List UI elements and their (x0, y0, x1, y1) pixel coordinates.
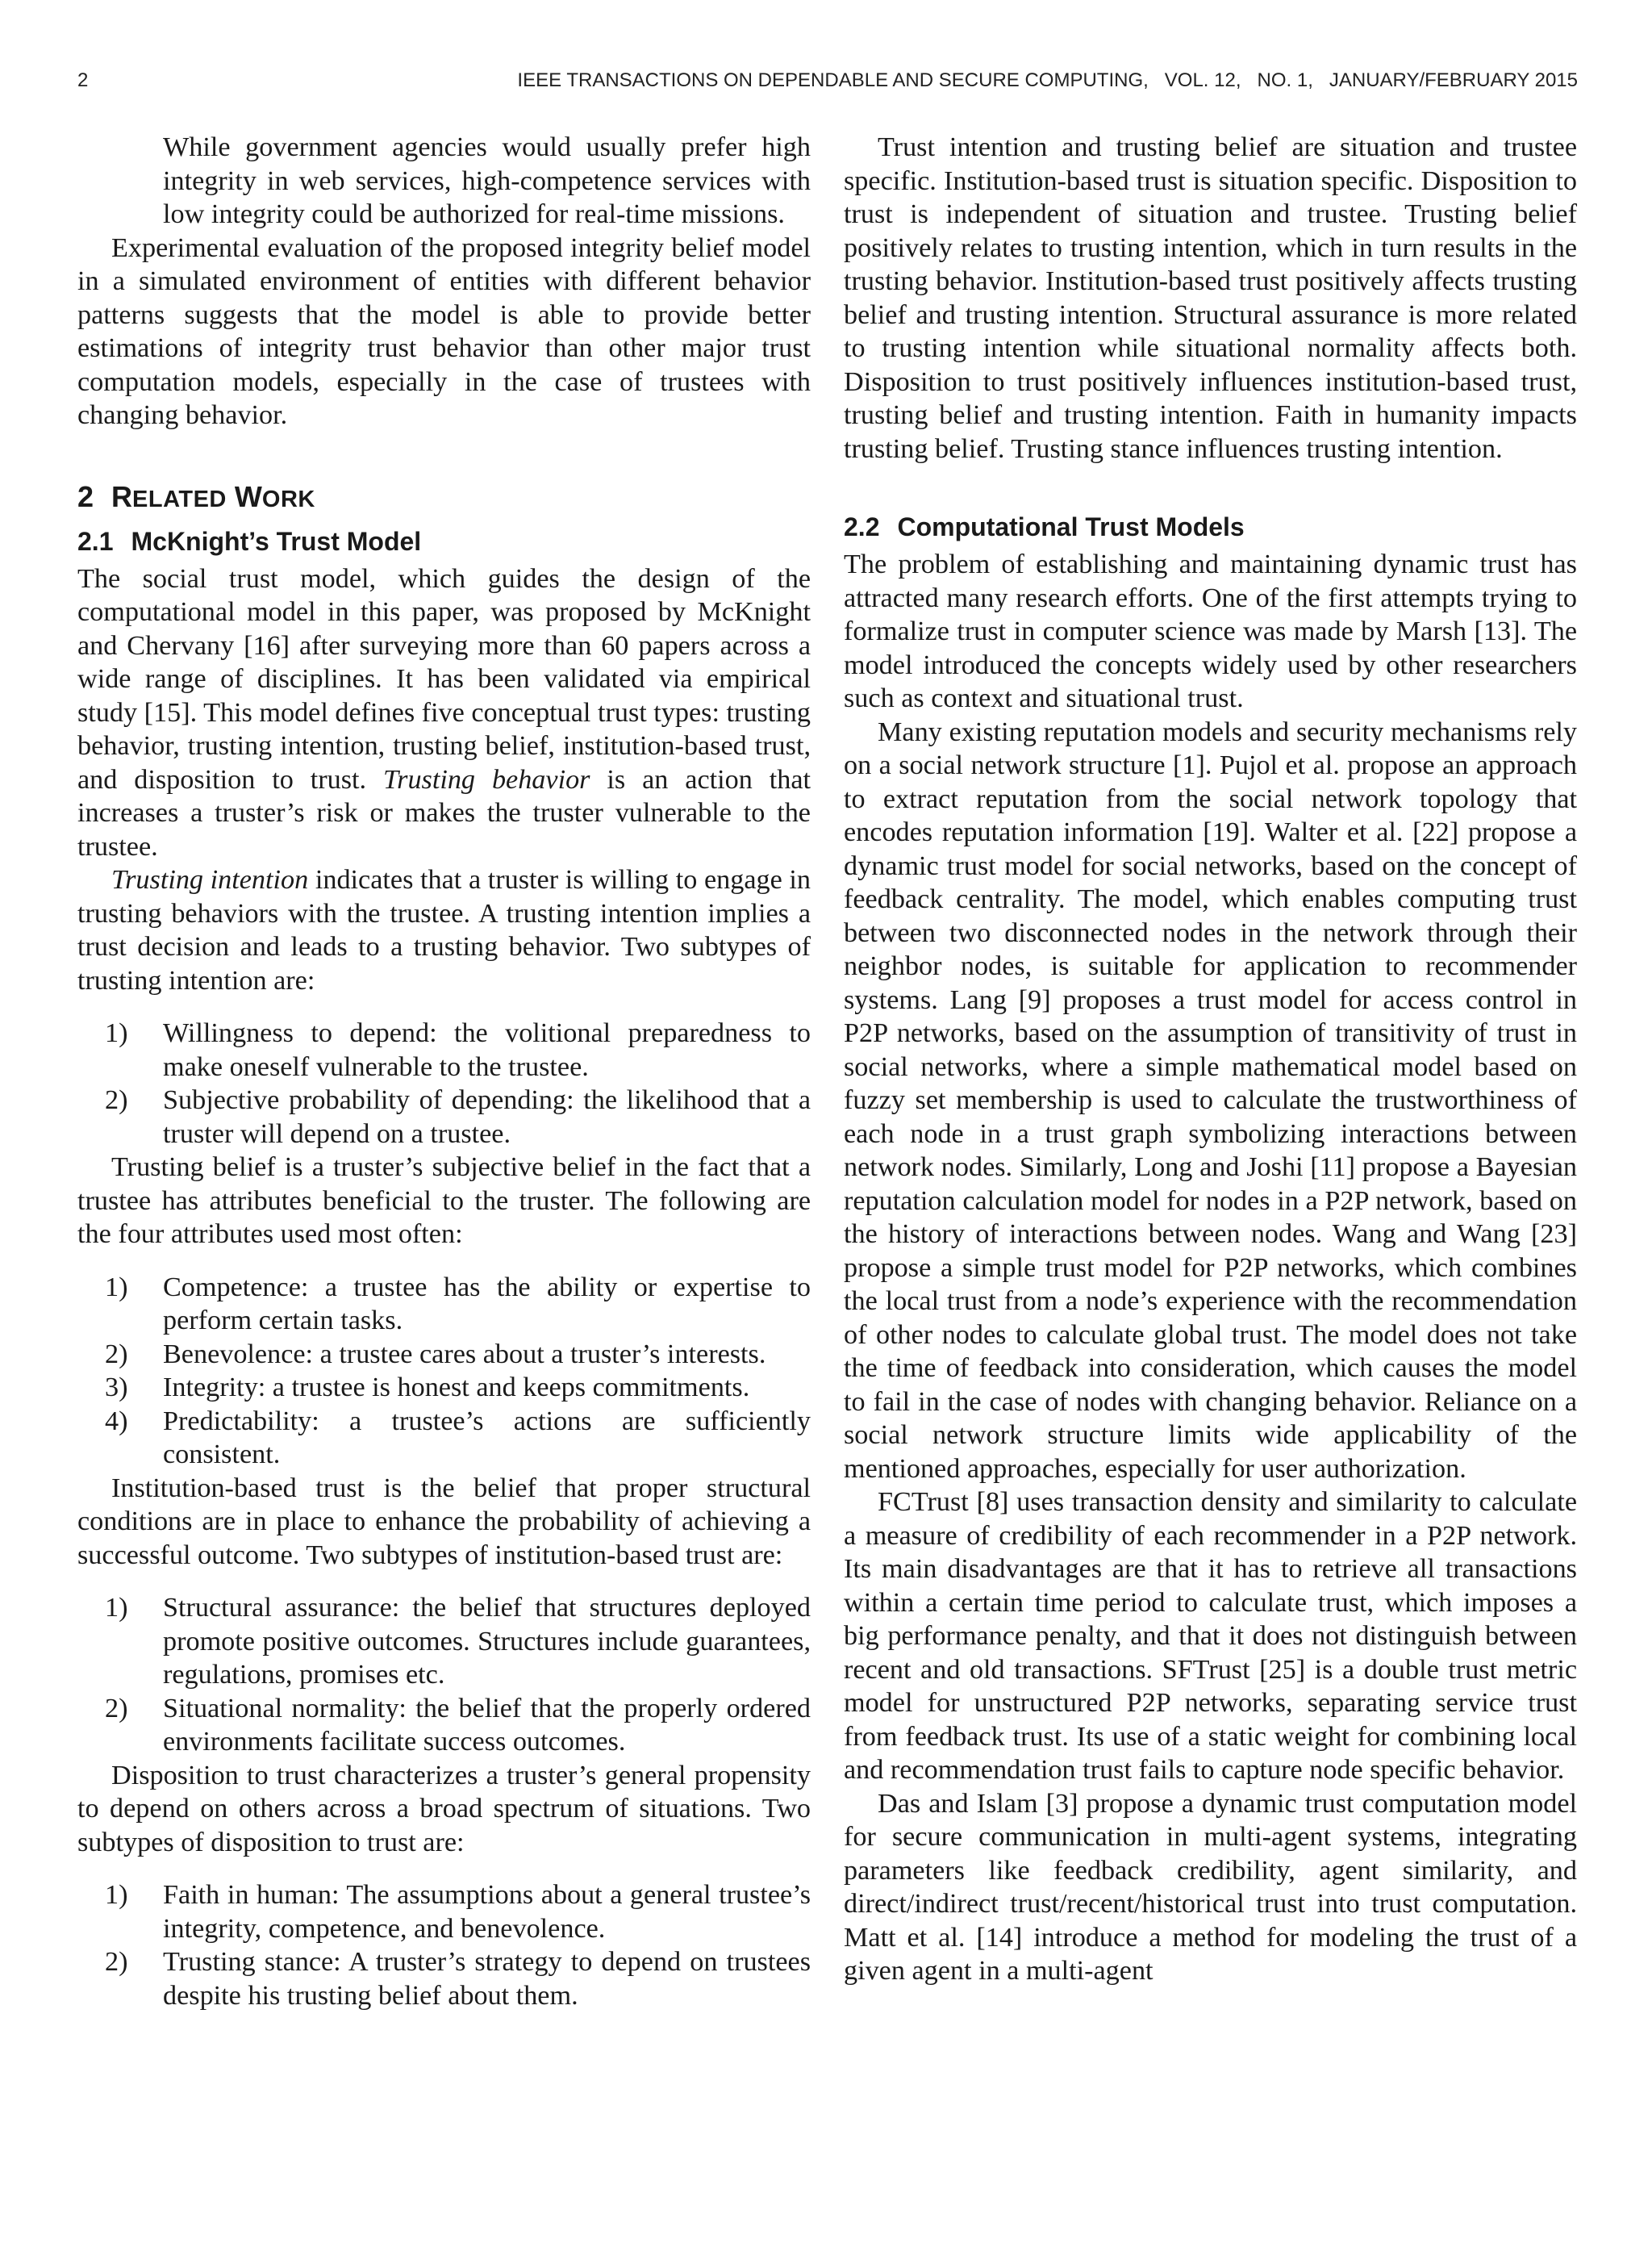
bullet-continuation: While government agencies would usually prefer high integrity in web services, high-competence services with low integrity could be authorized for real-time missions. (163, 132, 811, 229)
list-item: 1) Faith in human: The assumptions about a general trustee’s integrity, competence, and benevolence. (105, 1880, 811, 1944)
list-item: 1) Competence: a trustee has the ability or expertise to perform certain tasks. (105, 1272, 811, 1335)
right-column (844, 131, 1577, 1988)
subsection-heading-computational-trust (844, 511, 1577, 543)
list-item: 2) Trusting stance: A truster’s strategy to depend on trustees despite his trusting belief about them. (105, 1947, 811, 2011)
list-item: 1) Structural assurance: the belief that structures deployed promote positive outcomes. Structures include guarantees, regulations, promises etc. (105, 1593, 811, 1690)
list-item: 2) Situational normality: the belief that the properly ordered environments facilitate success outcomes. (105, 1693, 811, 1757)
left-column (77, 131, 811, 2012)
subsection-title: Computational Trust Models (897, 512, 1245, 541)
paragraph-institution-based-trust: Institution-based trust is the belief that proper structural conditions are in place to enhance the probability of achieving a successful outcome. Two subtypes of institution-based trust are: (77, 1473, 811, 1570)
section-heading-related-work: 2 RELATED WORK (77, 479, 315, 513)
list-item: 4) Predictability: a trustee’s actions are sufficiently consistent. (105, 1406, 811, 1469)
running-header (77, 69, 1578, 102)
subsection-title: McKnight’s Trust Model (131, 526, 422, 556)
paragraph-dynamic-trust-problem: The problem of establishing and maintaining dynamic trust has attracted many research efforts. One of the first attempts trying to formalize trust in computer science was made by Marsh [13]. The model introduced the concepts widely used by other researchers such as context and situational trust. (844, 549, 1577, 713)
journal-running-title: IEEE TRANSACTIONS ON DEPENDABLE AND SECURE COMPUTING, VOL. 12, NO. 1, JANUARY/FEBRUARY 2015 (517, 69, 1578, 91)
subsection-heading-mcknight (77, 525, 811, 558)
list-trusting-intention (77, 1017, 811, 1151)
list-item: 3) Integrity: a trustee is honest and keeps commitments. (105, 1372, 750, 1402)
term-trusting-behavior: Trusting behavior (383, 764, 590, 795)
paragraph-reputation-models: Many existing reputation models and security mechanisms rely on a social network structure [1]. Pujol et al. propose an approach to extract reputation from the social network topology that encodes reputation information [19]. Walter et al. [22] propose a dynamic trust model for social networks, based on the concept of feedback centrality. The model, which enables computing trust between two disconnected nodes in the network through their neighbor nodes, is suitable for application to recommender systems. Lang [9] proposes a trust model for access control in P2P networks, based on the assumption of transitivity of trust in social networks, where a simple mathematical model based on fuzzy set membership is used to calculate the trustworthiness of each node in a trust graph symbolizing interactions between network nodes. Similarly, Long and Joshi [11] propose a Bayesian reputation calculation model for nodes in a P2P network, based on the history of interactions between nodes. Wang and Wang [23] propose a simple trust model for P2P networks, which combines the local trust from a node’s experience with the recommendation of other nodes to calculate global trust. The model does not take the time of feedback into consideration, which causes the model to fail in the case of nodes with changing behavior. Reliance on a social network structure limits wide applicability of the mentioned approaches, especially for user authorization. (844, 716, 1577, 1484)
list-item: 2) Benevolence: a trustee cares about a truster’s interests. (105, 1339, 766, 1369)
list-institution-based-trust (77, 1591, 811, 1759)
page-number: 2 (77, 69, 89, 91)
list-trusting-belief (77, 1271, 811, 1472)
paragraph-disposition-to-trust: Disposition to trust characterizes a truster’s general propensity to depend on others across a broad spectrum of situations. Two subtypes of disposition to trust are: (77, 1760, 811, 1857)
paragraph-social-trust-model: The social trust model, which guides the design of the computational model in this paper, was proposed by McKnight and Chervany [16] after surveying more than 60 papers across a wide range of disciplines. It has been validated via empirical study [15]. This model defines five conceptual trust types: trusting behavior, trusting intention, trusting belief, institution-based trust, and disposition to trust. Trusting behavior is an action that increases a truster’s risk or makes the truster vulnerable to the trustee. (77, 563, 811, 862)
paragraph-experimental-evaluation: Experimental evaluation of the proposed integrity belief model in a simulated environment of entities with different behavior patterns suggests that the model is able to provide better estimations of integrity trust behavior than other major trust computation models, especially in the case of trustees with changing behavior. (77, 232, 811, 430)
subsection-number: 2.1 (77, 526, 114, 556)
list-disposition-to-trust (77, 1878, 811, 2012)
paragraph-fctrust: FCTrust [8] uses transaction density and similarity to calculate a measure of credibility of each recommender in a P2P network. Its main disadvantages are that it has to retrieve all transactions within a certain time period to calculate trust, which imposes a big performance penalty, and that it does not distinguish between recent and old transactions. SFTrust [25] is a double trust metric model for unstructured P2P networks, separating service trust from feedback trust. Its use of a static weight for combining local and recommendation trust fails to capture node specific behavior. (844, 1487, 1577, 1785)
paragraph-das-islam: Das and Islam [3] propose a dynamic trust computation model for secure communication in multi-agent systems, integrating parameters like feedback credibility, agent similarity, and direct/indirect trust/recent/historical trust into trust computation. Matt et al. [14] introduce a method for modeling the trust of a given agent in a multi-agent (844, 1788, 1577, 1986)
paragraph-trusting-intention: Trusting intention indicates that a truster is willing to engage in trusting behaviors with the trustee. A trusting intention implies a trust decision and leads to a trusting behavior. Two subtypes of trusting intention are: (77, 865, 811, 996)
section-number: 2 (77, 479, 94, 513)
term-trusting-intention: Trusting intention (111, 865, 309, 895)
paragraph-trusting-belief: Trusting belief is a truster’s subjective belief in the fact that a trustee has attributes beneficial to the truster. The following are the four attributes used most often: (77, 1152, 811, 1249)
list-item: 2) Subjective probability of depending: the likelihood that a truster will depend on a trustee. (105, 1085, 811, 1149)
paragraph-trust-relations: Trust intention and trusting belief are situation and trustee specific. Institution-based trust is situation specific. Disposition to trust is independent of situation and trustee. Trusting belief positively relates to trusting intention, which in turn results in the trusting behavior. Institution-based trust positively affects trusting belief and trusting intention. Structural assurance is more related to trusting intention while situational normality affects both. Disposition to trust positively influences institution-based trust, trusting belief and trusting intention. Faith in humanity impacts trusting belief. Trusting stance influences trusting intention. (844, 132, 1577, 464)
subsection-number: 2.2 (844, 512, 880, 541)
list-item: 1) Willingness to depend: the volitional preparedness to make oneself vulnerable to the trustee. (105, 1018, 811, 1082)
